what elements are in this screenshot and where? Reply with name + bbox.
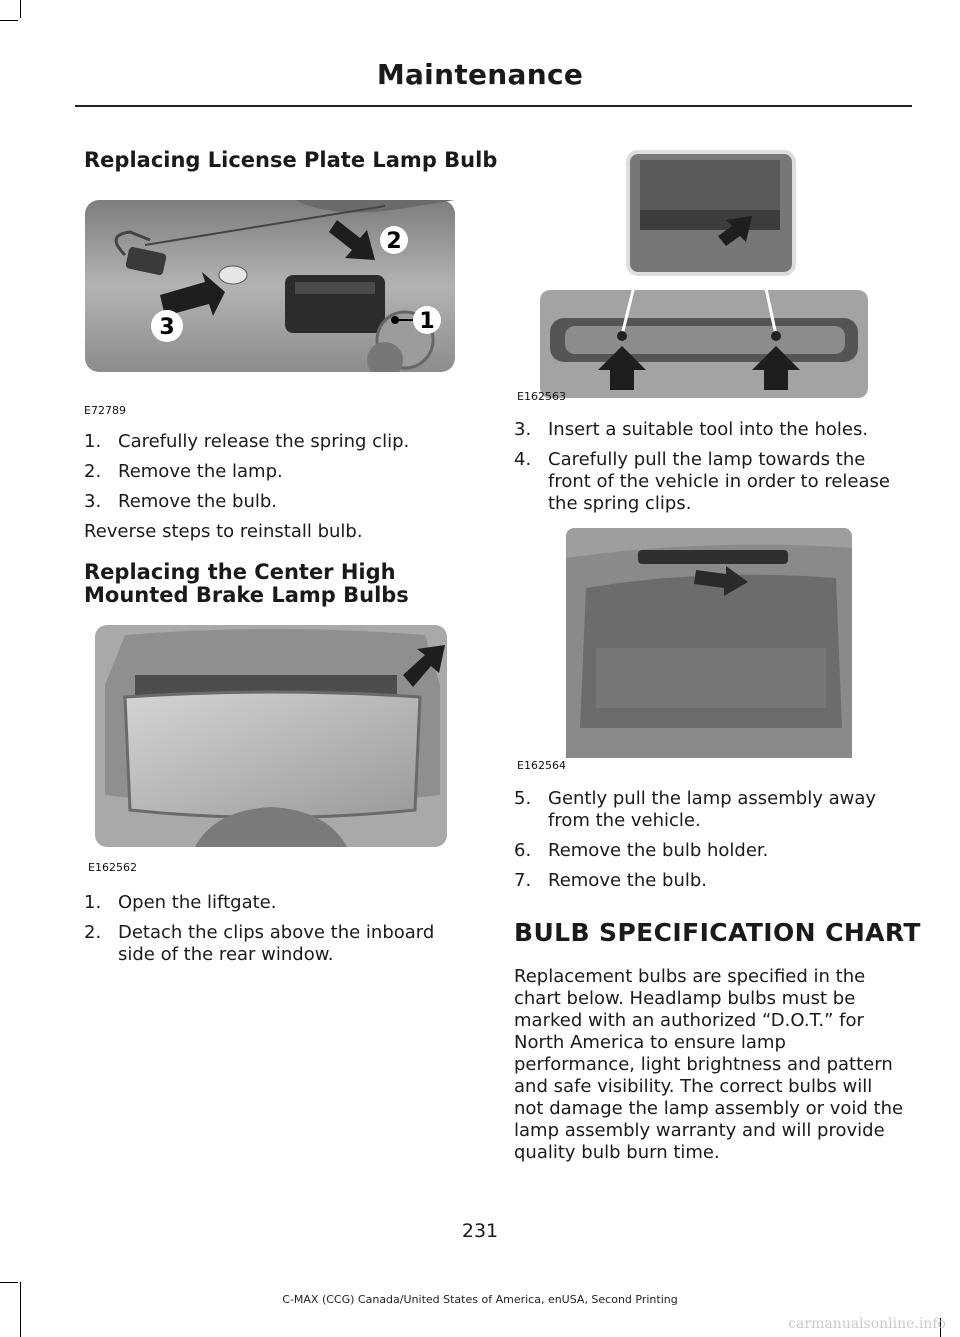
license-lamp-figure xyxy=(85,200,455,372)
bulb-chart-heading: BULB SPECIFICATION CHART xyxy=(514,918,921,947)
list-item: 1. Open the liftgate. xyxy=(84,892,277,913)
watermark: carmanualsonline.info xyxy=(788,1316,946,1332)
right-steps-b xyxy=(514,788,904,900)
crop-mark-bottom-left-h xyxy=(0,1282,18,1283)
brake-steps xyxy=(84,892,474,974)
figure-id-e162564: E162564 xyxy=(517,759,566,772)
list-item: 2. Remove the lamp. xyxy=(84,461,283,482)
page-title: Maintenance xyxy=(376,58,584,91)
header-rule xyxy=(75,105,912,107)
liftgate-figure xyxy=(95,625,447,847)
figure-id-e162562: E162562 xyxy=(88,861,137,874)
list-item: 1. Carefully release the spring clip. xyxy=(84,431,410,452)
right-steps-a xyxy=(514,419,904,523)
crop-mark-bottom-left xyxy=(20,1282,21,1337)
crop-mark-top-left-h xyxy=(0,20,18,21)
bulb-chart-text: Replacement bulbs are specified in the chart below. Headlamp bulbs must be marked with an authorized “D.O.T.” for North America to ensure lamp performance, light brightness and pattern and safe visibility. The correct bulbs will not damage the lamp assembly or void the lamp assembly warranty and will provide quality bulb burn time. xyxy=(514,966,904,1163)
brake-lamp-heading: Replacing the Center High Mounted Brake Lamp Bulbs xyxy=(84,560,409,607)
figure-id-e162563: E162563 xyxy=(517,390,566,403)
list-item: 5. Gently pull the lamp assembly away from the vehicle. xyxy=(514,788,877,831)
figure-id-e72789: E72789 xyxy=(84,404,126,417)
list-item: 2. Detach the clips above the inboard side of the rear window. xyxy=(84,922,435,965)
footer-edition: C-MAX (CCG) Canada/United States of America, enUSA, Second Printing xyxy=(282,1293,678,1306)
brake-lamp-holes-figure xyxy=(540,150,868,398)
crop-mark-top-left xyxy=(20,0,21,18)
list-item: 6. Remove the bulb holder. xyxy=(514,840,769,861)
reinstall-note: Reverse steps to reinstall bulb. xyxy=(84,521,363,542)
callout-3: 3 xyxy=(159,315,175,340)
list-item: 3. Remove the bulb. xyxy=(84,491,278,512)
license-steps xyxy=(84,431,464,521)
pull-lamp-figure xyxy=(566,528,852,758)
callout-2: 2 xyxy=(386,229,402,254)
list-item: 4. Carefully pull the lamp towards the front of the vehicle in order to release the spring clips. xyxy=(514,449,890,514)
list-item: 7. Remove the bulb. xyxy=(514,870,708,891)
list-item: 3. Insert a suitable tool into the holes. xyxy=(514,419,869,440)
license-lamp-heading: Replacing License Plate Lamp Bulb xyxy=(84,148,498,172)
callout-1: 1 xyxy=(419,309,435,334)
page-number: 231 xyxy=(461,1220,499,1242)
